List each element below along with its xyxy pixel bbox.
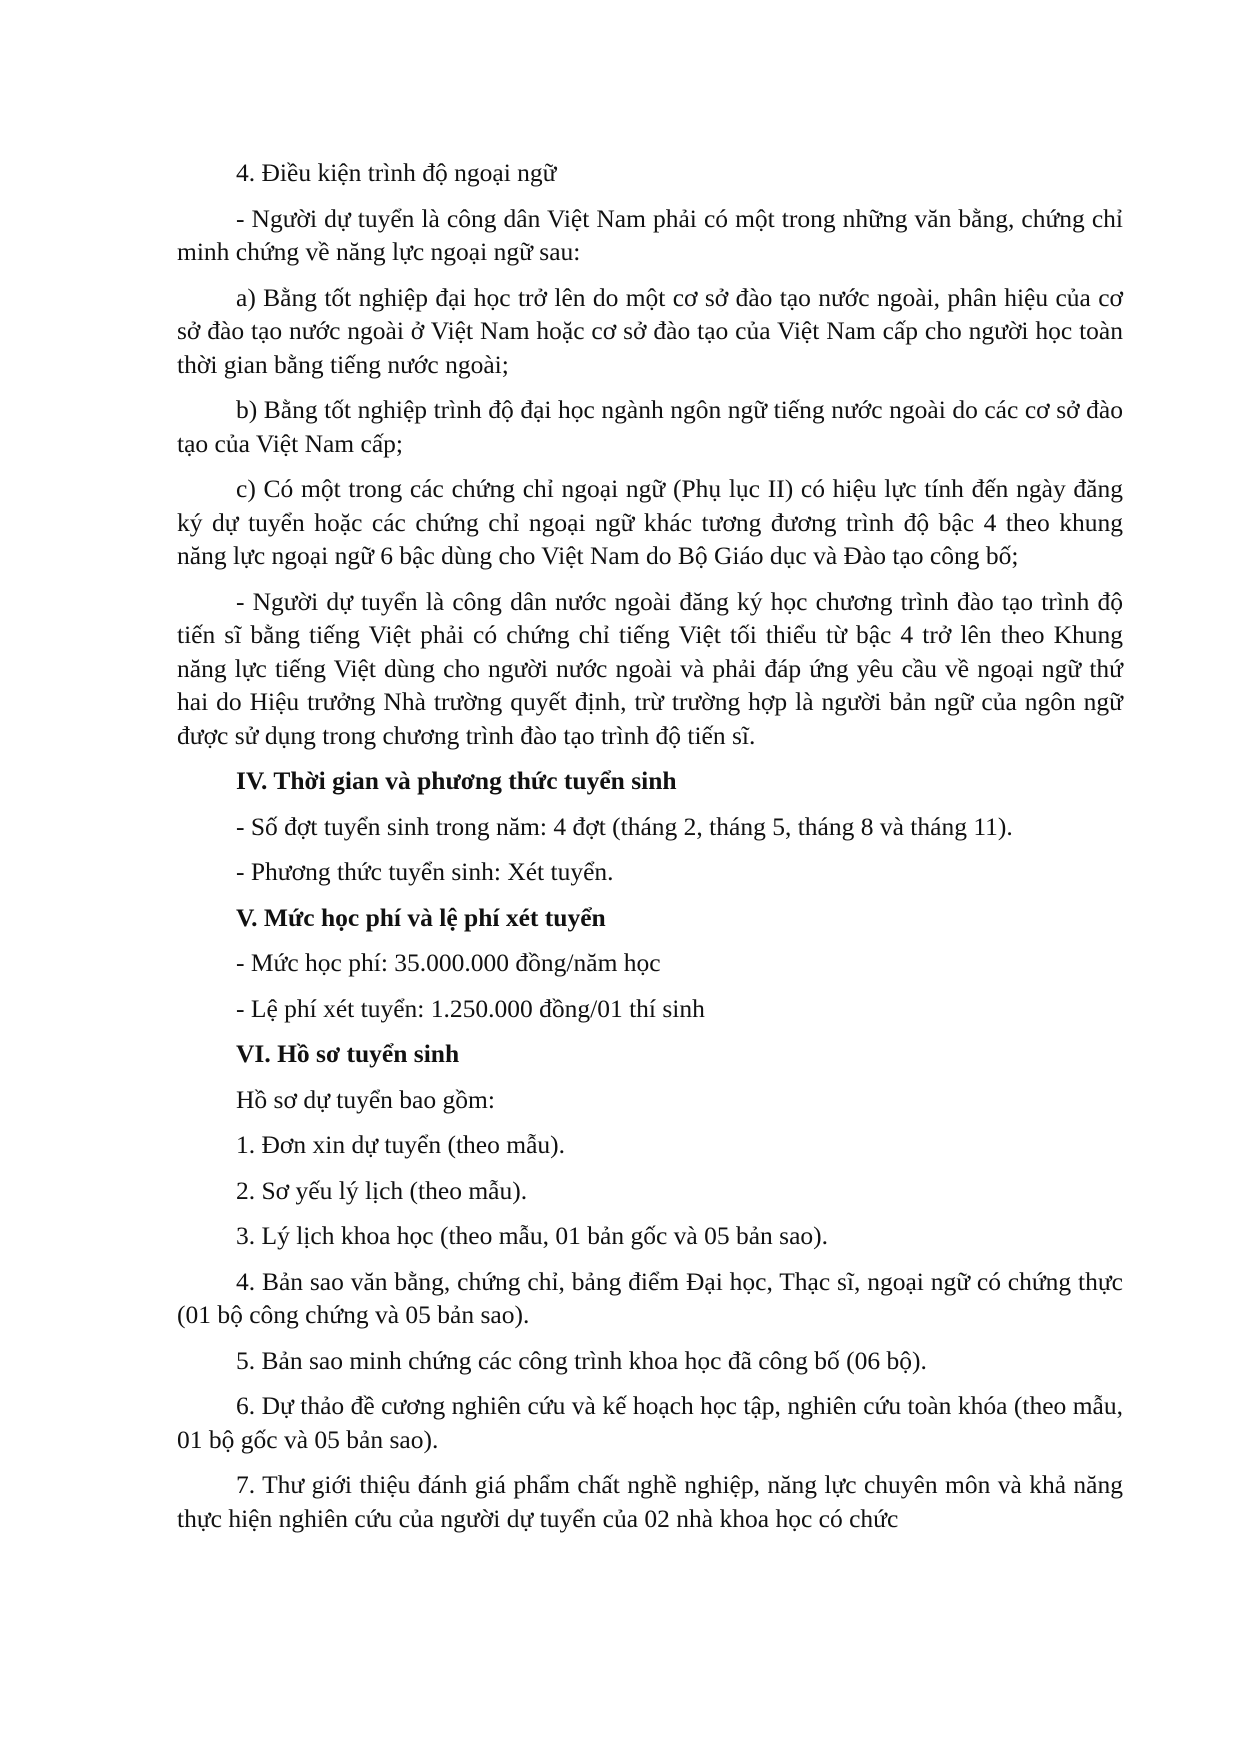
list-item-a: a) Bằng tốt nghiệp đại học trở lên do một cơ sở đào tạo nước ngoài, phân hiệu của cơ sở đào tạo nước ngoài ở Việt Nam hoặc cơ sở đào tạo của Việt Nam cấp cho người học toàn thời gian bằng tiếng nước ngoài;: [177, 282, 1123, 379]
dossier-item-2: 2. Sơ yếu lý lịch (theo mẫu).: [236, 1175, 528, 1205]
paragraph-dossier-intro: Hồ sơ dự tuyển bao gồm:: [236, 1084, 495, 1114]
paragraph-vietnamese-candidate-requirement: - Người dự tuyển là công dân Việt Nam phải có một trong những văn bằng, chứng chỉ minh chứng về năng lực ngoại ngữ sau:: [177, 203, 1123, 266]
dossier-item-7: 7. Thư giới thiệu đánh giá phẩm chất nghề nghiệp, năng lực chuyên môn và khả năng thực hiện nghiên cứu của người dự tuyển của 02 nhà khoa học có chức: [177, 1470, 1123, 1533]
section-heading-iv: IV. Thời gian và phương thức tuyển sinh: [236, 766, 677, 795]
document-page: [177, 156, 1123, 1535]
dossier-item-6: 6. Dự thảo đề cương nghiên cứu và kế hoạch học tập, nghiên cứu toàn khóa (theo mẫu, 01 bộ gốc và 05 bản sao).: [177, 1391, 1123, 1454]
dossier-item-5: 5. Bản sao minh chứng các công trình khoa học đã công bố (06 bộ).: [236, 1345, 927, 1375]
dossier-item-1: 1. Đơn xin dự tuyển (theo mẫu).: [236, 1130, 565, 1159]
list-item-c: c) Có một trong các chứng chỉ ngoại ngữ (Phụ lục II) có hiệu lực tính đến ngày đăng ký dự tuyển hoặc các chứng chỉ ngoại ngữ khác tương đương trình độ bậc 4 theo khung năng lực ngoại ngữ 6 bậc dùng cho Việt Nam do Bộ Giáo dục và Đào tạo công bố;: [177, 474, 1123, 570]
paragraph-application-fee: - Lệ phí xét tuyển: 1.250.000 đồng/01 thí sinh: [236, 993, 705, 1023]
section-heading-vi: VI. Hồ sơ tuyển sinh: [236, 1039, 460, 1068]
paragraph-admission-method: - Phương thức tuyển sinh: Xét tuyển.: [236, 857, 614, 886]
dossier-item-4: 4. Bản sao văn bằng, chứng chỉ, bảng điểm Đại học, Thạc sĩ, ngoại ngữ có chứng thực (01 bộ công chứng và 05 bản sao).: [177, 1266, 1123, 1329]
paragraph-tuition-fee: - Mức học phí: 35.000.000 đồng/năm học: [236, 948, 661, 977]
section-heading-v: V. Mức học phí và lệ phí xét tuyển: [236, 902, 606, 932]
dossier-item-3: 3. Lý lịch khoa học (theo mẫu, 01 bản gốc và 05 bản sao).: [236, 1221, 829, 1250]
section-heading-language-requirement: 4. Điều kiện trình độ ngoại ngữ: [236, 158, 557, 187]
paragraph-foreign-candidate-requirement: - Người dự tuyển là công dân nước ngoài đăng ký học chương trình đào tạo trình độ tiến sĩ bằng tiếng Việt phải có chứng chỉ tiếng Việt tối thiểu từ bậc 4 trở lên theo Khung năng lực tiếng Việt dùng cho người nước ngoài và phải đáp ứng yêu cầu về ngoại ngữ thứ hai do Hiệu trưởng Nhà trường quyết định, trừ trường hợp là người bản ngữ của ngôn ngữ được sử dụng trong chương trình đào tạo trình độ tiến sĩ.: [177, 586, 1123, 750]
paragraph-admission-rounds: - Số đợt tuyển sinh trong năm: 4 đợt (tháng 2, tháng 5, tháng 8 và tháng 11).: [236, 811, 1013, 841]
list-item-b: b) Bằng tốt nghiệp trình độ đại học ngành ngôn ngữ tiếng nước ngoài do các cơ sở đào tạo của Việt Nam cấp;: [177, 395, 1123, 458]
